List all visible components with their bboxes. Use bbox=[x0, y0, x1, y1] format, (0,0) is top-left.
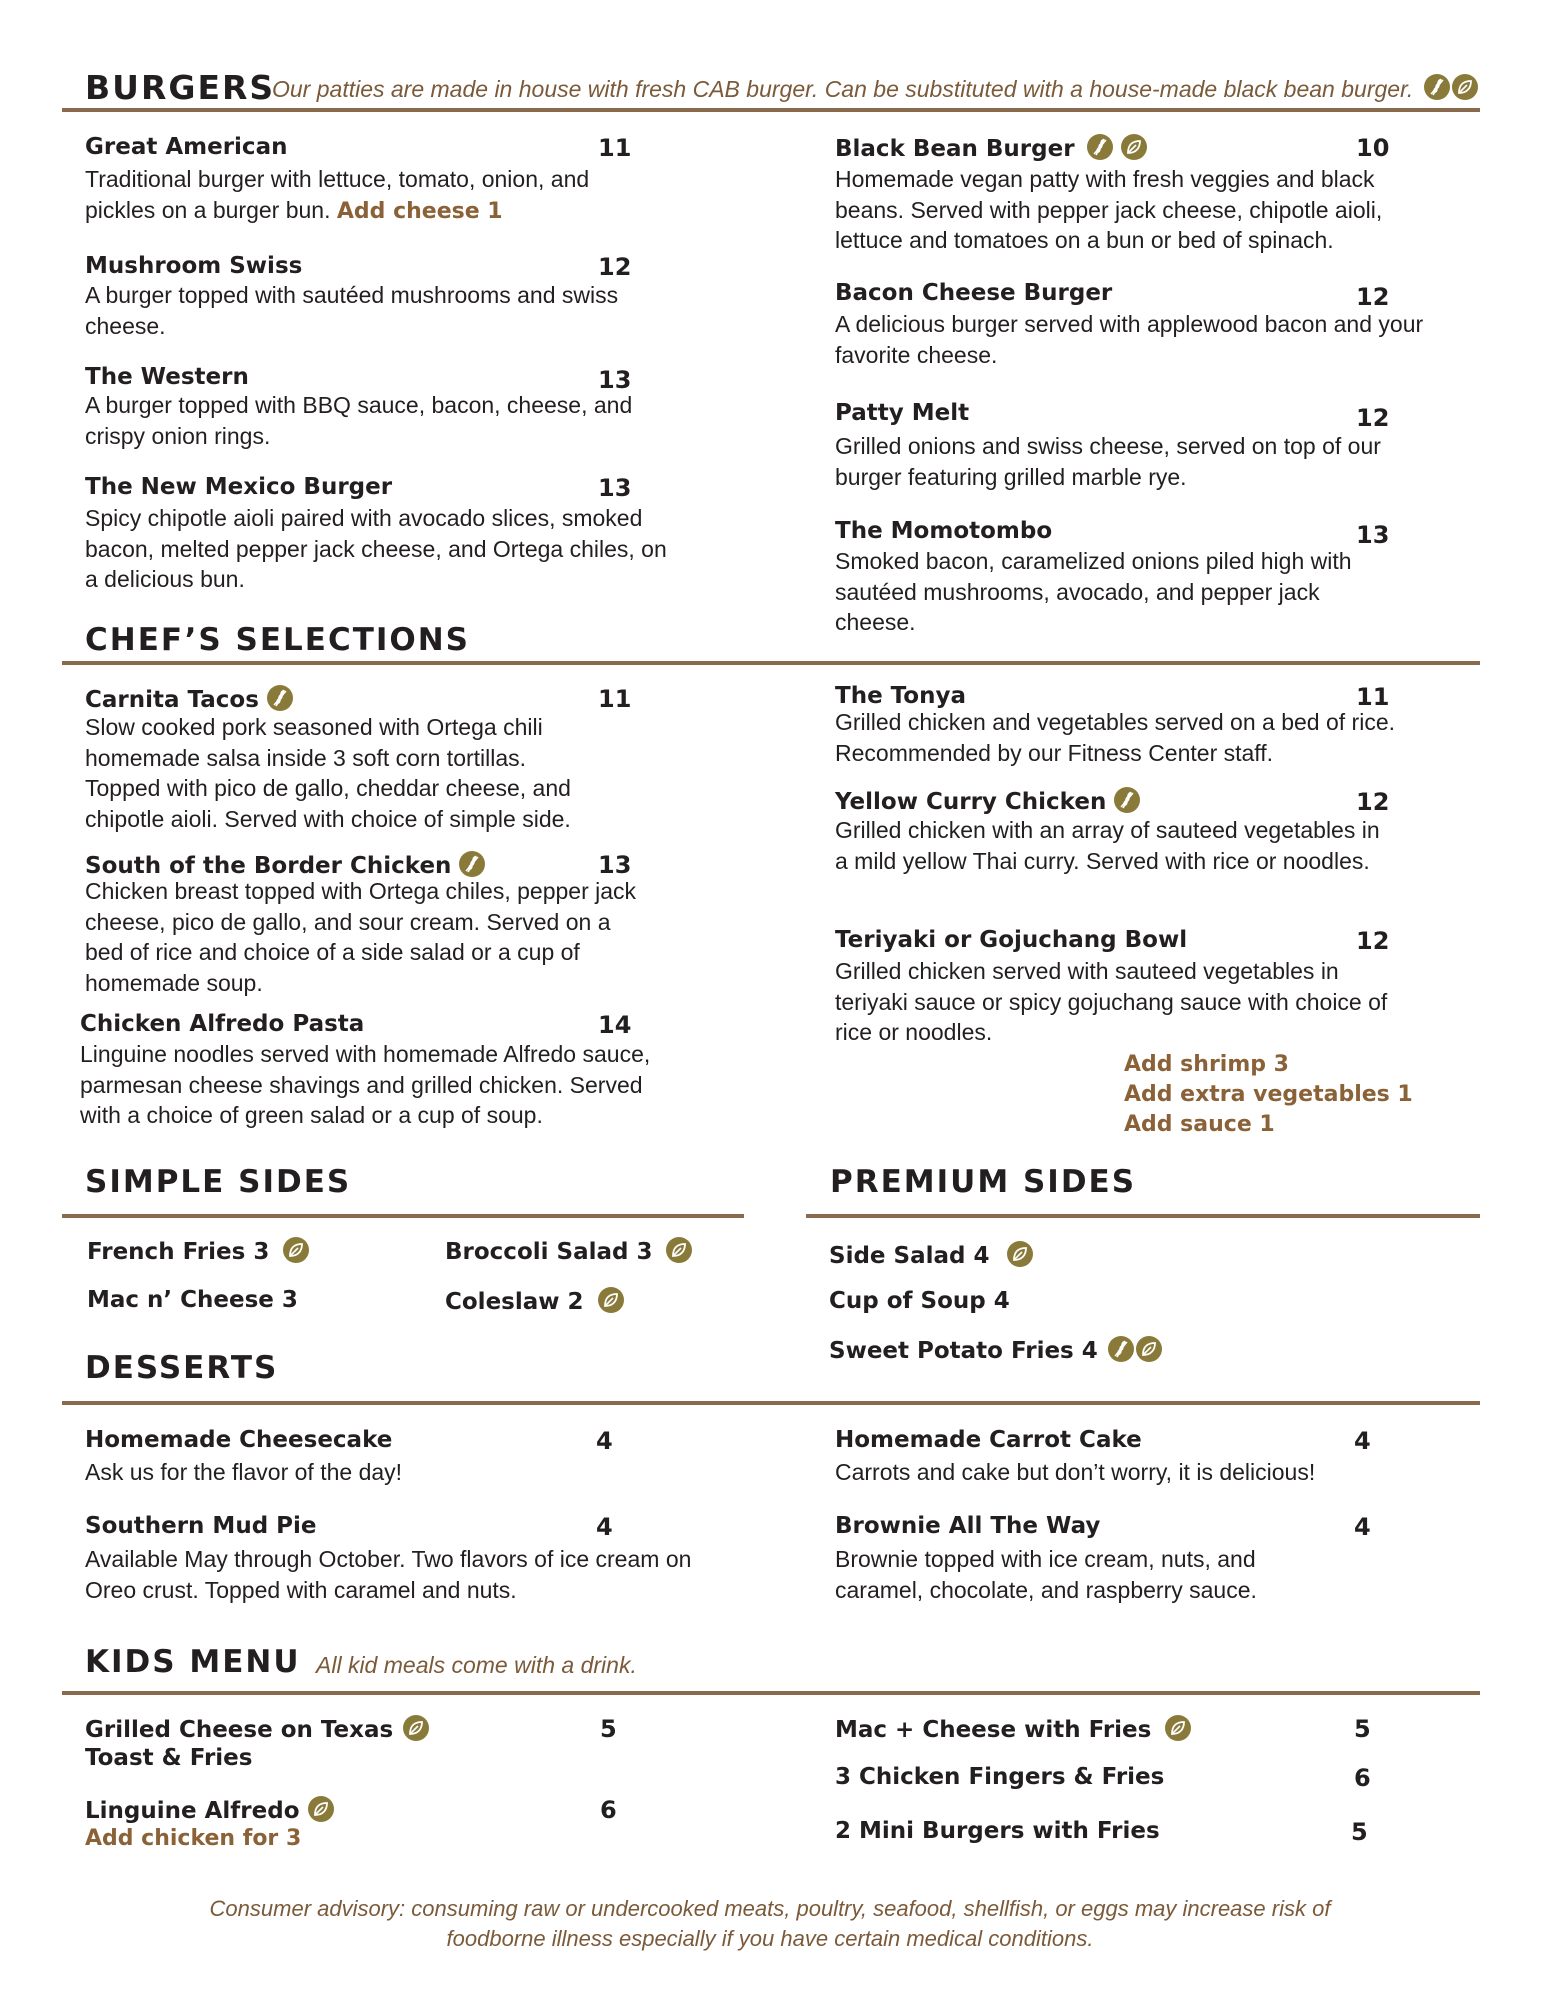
menu-item-price: 4 bbox=[596, 1427, 613, 1455]
menu-item-name: Black Bean Burger bbox=[835, 134, 1147, 162]
menu-item-price: 11 bbox=[598, 134, 632, 162]
menu-item-name: Linguine Alfredo bbox=[85, 1796, 334, 1824]
addon-vegetables: Add extra vegetables 1 bbox=[1124, 1082, 1413, 1107]
gluten-free-icon bbox=[1108, 1336, 1134, 1362]
menu-item-price: 12 bbox=[1356, 404, 1390, 432]
vegetarian-leaf-icon bbox=[308, 1796, 334, 1822]
menu-item-name: Homemade Carrot Cake bbox=[835, 1427, 1142, 1453]
menu-item-price: 13 bbox=[598, 366, 632, 394]
menu-item-name: The New Mexico Burger bbox=[85, 474, 393, 500]
menu-item-desc: Brownie topped with ice cream, nuts, and caramel, chocolate, and raspberry sauce. bbox=[835, 1546, 1257, 1603]
kids-tagline: All kid meals come with a drink. bbox=[316, 1652, 637, 1678]
menu-item-price: 5 bbox=[1351, 1818, 1368, 1846]
vegetarian-leaf-icon bbox=[1165, 1715, 1191, 1741]
menu-item-name: Homemade Cheesecake bbox=[85, 1427, 393, 1453]
menu-item-desc: Grilled chicken served with sauteed vegetables in teriyaki sauce or spicy gojuchang sauce with choice of rice or noodles. bbox=[835, 958, 1388, 1045]
menu-item-name: The Tonya bbox=[835, 683, 966, 709]
side-item: Cup of Soup 4 bbox=[829, 1288, 1010, 1314]
menu-item-desc: A burger topped with BBQ sauce, bacon, cheese, and crispy onion rings. bbox=[85, 392, 633, 449]
menu-item-desc: Grilled chicken with an array of sauteed vegetables in a mild yellow Thai curry. Served with rice or noodles. bbox=[835, 817, 1380, 874]
menu-item-desc: Linguine noodles served with homemade Alfredo sauce, parmesan cheese shavings and grilled chicken. Served with a choice of green salad or a cup of soup. bbox=[80, 1041, 651, 1128]
addon-sauce: Add sauce 1 bbox=[1124, 1112, 1275, 1137]
menu-item-price: 4 bbox=[596, 1513, 613, 1541]
gluten-free-icon bbox=[459, 851, 485, 877]
menu-item-price: 13 bbox=[598, 474, 632, 502]
menu-item-desc: Available May through October. Two flavors of ice cream on Oreo crust. Topped with caramel and nuts. bbox=[85, 1546, 692, 1603]
menu-item-name: Teriyaki or Gojuchang Bowl bbox=[835, 927, 1188, 953]
vegetarian-leaf-icon bbox=[598, 1287, 624, 1313]
menu-item-price: 5 bbox=[1354, 1715, 1371, 1743]
consumer-advisory: Consumer advisory: consuming raw or undercooked meats, poultry, seafood, shellfish, or eggs may increase risk of foodborne illness especially if you have certain medical conditions. bbox=[209, 1896, 1331, 1951]
menu-item-desc: Carrots and cake but don’t worry, it is delicious! bbox=[835, 1459, 1316, 1485]
menu-item-price: 12 bbox=[1356, 927, 1390, 955]
burgers-divider bbox=[62, 108, 1480, 112]
menu-item-name: Mushroom Swiss bbox=[85, 253, 303, 279]
menu-item-name: Mac + Cheese with Fries bbox=[835, 1715, 1191, 1743]
chefs-divider bbox=[62, 661, 1480, 665]
menu-item-desc: Spicy chipotle aioli paired with avocado slices, smoked bacon, melted pepper jack cheese, and Ortega chiles, on a delicious bun. bbox=[85, 505, 667, 592]
menu-item-price: 4 bbox=[1354, 1513, 1371, 1541]
vegetarian-leaf-icon bbox=[666, 1237, 692, 1263]
menu-item-desc: Slow cooked pork seasoned with Ortega chili homemade salsa inside 3 soft corn tortillas. Topped with pico de gallo, cheddar cheese, and chipotle aioli. Served with choice of simple side. bbox=[85, 714, 571, 832]
menu-item-desc: Grilled onions and swiss cheese, served on top of our burger featuring grilled marble rye. bbox=[835, 433, 1381, 490]
section-title-simple-sides: SIMPLE SIDES bbox=[85, 1164, 352, 1200]
section-title-kids: KIDS MENU bbox=[85, 1644, 301, 1680]
menu-item-name: The Western bbox=[85, 364, 249, 390]
menu-item-name: Patty Melt bbox=[835, 400, 970, 426]
gluten-free-icon bbox=[1087, 134, 1113, 160]
menu-item-price: 13 bbox=[1356, 521, 1390, 549]
menu-item-name-line2: Toast & Fries bbox=[85, 1745, 253, 1771]
menu-item-addon: Add cheese 1 bbox=[336, 198, 503, 224]
menu-item-name: Grilled Cheese on Texas bbox=[85, 1715, 429, 1743]
section-title-burgers: BURGERS bbox=[85, 68, 276, 107]
burgers-tagline: Our patties are made in house with fresh CAB burger. Can be substituted with a house-made black bean burger. bbox=[272, 76, 1414, 102]
side-item: Sweet Potato Fries 4 bbox=[829, 1336, 1162, 1364]
menu-item-name: The Momotombo bbox=[835, 518, 1053, 544]
menu-item-name: Chicken Alfredo Pasta bbox=[80, 1011, 365, 1037]
menu-item-name: Brownie All The Way bbox=[835, 1513, 1101, 1539]
side-item: Mac n’ Cheese 3 bbox=[87, 1287, 298, 1313]
menu-item-desc: Traditional burger with lettuce, tomato, onion, and pickles on a burger bun. Add cheese 1 bbox=[85, 166, 590, 224]
menu-item-name: 3 Chicken Fingers & Fries bbox=[835, 1764, 1165, 1790]
desserts-divider bbox=[62, 1401, 1480, 1405]
menu-item-price: 5 bbox=[600, 1715, 617, 1743]
menu-item-name: Southern Mud Pie bbox=[85, 1513, 317, 1539]
menu-item-desc: A burger topped with sautéed mushrooms and swiss cheese. bbox=[85, 282, 619, 339]
vegetarian-leaf-icon bbox=[1136, 1336, 1162, 1362]
menu-item-desc: A delicious burger served with applewood bacon and your favorite cheese. bbox=[835, 311, 1424, 368]
gluten-free-icon bbox=[1114, 787, 1140, 813]
vegetarian-leaf-icon bbox=[403, 1715, 429, 1741]
side-item: French Fries 3 bbox=[87, 1237, 309, 1265]
side-item: Broccoli Salad 3 bbox=[445, 1237, 692, 1265]
side-item: Coleslaw 2 bbox=[445, 1287, 624, 1315]
section-title-chefs: CHEF’S SELECTIONS bbox=[85, 622, 471, 658]
menu-item-price: 14 bbox=[598, 1011, 632, 1039]
menu-item-name: Bacon Cheese Burger bbox=[835, 280, 1113, 306]
addon-shrimp: Add shrimp 3 bbox=[1124, 1052, 1289, 1077]
section-title-desserts: DESSERTS bbox=[85, 1350, 279, 1386]
menu-item-price: 11 bbox=[598, 685, 632, 713]
menu-item-desc: Chicken breast topped with Ortega chiles, pepper jack cheese, pico de gallo, and sour cream. Served on a bed of rice and choice of a side salad or a cup of homemade soup. bbox=[85, 878, 637, 996]
menu-item-name: South of the Border Chicken bbox=[85, 851, 485, 879]
menu-item-price: 10 bbox=[1356, 134, 1390, 162]
menu-item-addon: Add chicken for 3 bbox=[85, 1826, 302, 1851]
vegetarian-leaf-icon bbox=[283, 1237, 309, 1263]
menu-item-desc: Smoked bacon, caramelized onions piled high with sautéed mushrooms, avocado, and pepper jack cheese. bbox=[835, 548, 1352, 635]
burgers-diet-icons bbox=[1418, 74, 1478, 101]
menu-item-price: 12 bbox=[598, 253, 632, 281]
gluten-free-icon bbox=[267, 685, 293, 711]
simple-sides-divider bbox=[62, 1214, 744, 1218]
menu-item-price: 13 bbox=[598, 851, 632, 879]
menu-item-desc: Ask us for the flavor of the day! bbox=[85, 1459, 403, 1485]
menu-item-price: 4 bbox=[1354, 1427, 1371, 1455]
menu-item-price: 11 bbox=[1356, 683, 1390, 711]
menu-item-price: 6 bbox=[1354, 1764, 1371, 1792]
section-title-premium-sides: PREMIUM SIDES bbox=[830, 1164, 1137, 1200]
gluten-free-icon bbox=[1424, 74, 1450, 100]
premium-sides-divider bbox=[806, 1214, 1480, 1218]
kids-divider bbox=[62, 1691, 1480, 1695]
vegetarian-leaf-icon bbox=[1121, 134, 1147, 160]
menu-item-name: 2 Mini Burgers with Fries bbox=[835, 1818, 1160, 1844]
menu-item-name: Yellow Curry Chicken bbox=[835, 787, 1140, 815]
side-item: Side Salad 4 bbox=[829, 1241, 1033, 1269]
vegetarian-leaf-icon bbox=[1452, 74, 1478, 100]
menu-item-price: 6 bbox=[600, 1796, 617, 1824]
menu-item-desc: Grilled chicken and vegetables served on a bed of rice. Recommended by our Fitness Center staff. bbox=[835, 709, 1395, 766]
vegetarian-leaf-icon bbox=[1007, 1241, 1033, 1267]
menu-item-name: Great American bbox=[85, 134, 288, 160]
menu-item-price: 12 bbox=[1356, 788, 1390, 816]
menu-item-price: 12 bbox=[1356, 283, 1390, 311]
menu-item-name: Carnita Tacos bbox=[85, 685, 293, 713]
menu-item-desc: Homemade vegan patty with fresh veggies and black beans. Served with pepper jack cheese, chipotle aioli, lettuce and tomatoes on a bun or bed of spinach. bbox=[835, 166, 1383, 253]
